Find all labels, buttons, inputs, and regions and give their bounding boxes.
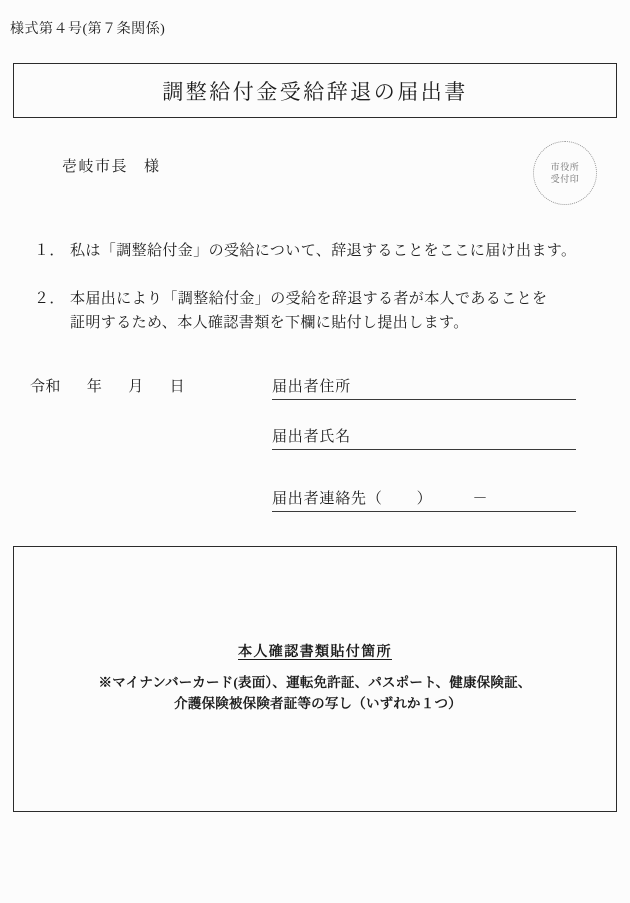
applicant-address-field[interactable]	[272, 375, 576, 400]
addressee-honorific: 様	[144, 159, 161, 175]
reception-stamp-icon	[533, 141, 597, 205]
attachment-note-line-1: ※マイナンバーカード(表面）、運転免許証、パスポート、健康保険証、	[98, 675, 532, 690]
date-day-label: 日	[169, 379, 186, 395]
applicant-contact-label: 届出者連絡先	[272, 491, 367, 507]
attachment-box	[13, 546, 617, 812]
clause-1-number: １．	[34, 243, 65, 259]
clause-2	[34, 287, 547, 336]
title-box	[13, 63, 617, 118]
attachment-heading: 本人確認書類貼付箇所	[238, 645, 392, 660]
addressee-line	[62, 155, 161, 176]
applicant-name-label: 届出者氏名	[272, 429, 352, 445]
date-month-label: 月	[128, 379, 144, 395]
applicant-address-label: 届出者住所	[272, 379, 352, 395]
date-line	[30, 375, 185, 396]
clause-2-text-line1: 本届出により「調整給付金」の受給を辞退する者が本人であることを	[70, 291, 548, 307]
document-title: 調整給付金受給辞退の届出書	[162, 79, 468, 104]
date-year-label: 年	[86, 379, 103, 395]
attachment-note-line-2: 介護保険被保険者証等の写し（いずれか１つ）	[174, 695, 462, 711]
form-number-label: 様式第４号(第７条関係)	[10, 22, 166, 37]
addressee-name: 壱岐市長	[62, 159, 129, 175]
clause-1	[34, 239, 576, 263]
attachment-note	[14, 673, 616, 715]
reception-stamp-line1: 市役所	[550, 161, 580, 172]
contact-close-paren: ）	[416, 491, 433, 507]
clause-1-text: 私は「調整給付金」の受給について、辞退することをここに届け出ます。	[70, 243, 577, 259]
clause-2-text-line2: 証明するため、本人確認書類を下欄に貼付し提出します。	[70, 315, 469, 332]
reception-stamp-line2: 受付印	[550, 174, 580, 184]
clause-2-number: ２．	[34, 291, 65, 307]
applicant-contact-field[interactable]	[272, 487, 576, 512]
contact-open-paren: （	[366, 491, 383, 507]
contact-dash: －	[472, 491, 489, 507]
applicant-name-field[interactable]	[272, 425, 576, 450]
date-era-label: 令和	[30, 379, 61, 395]
